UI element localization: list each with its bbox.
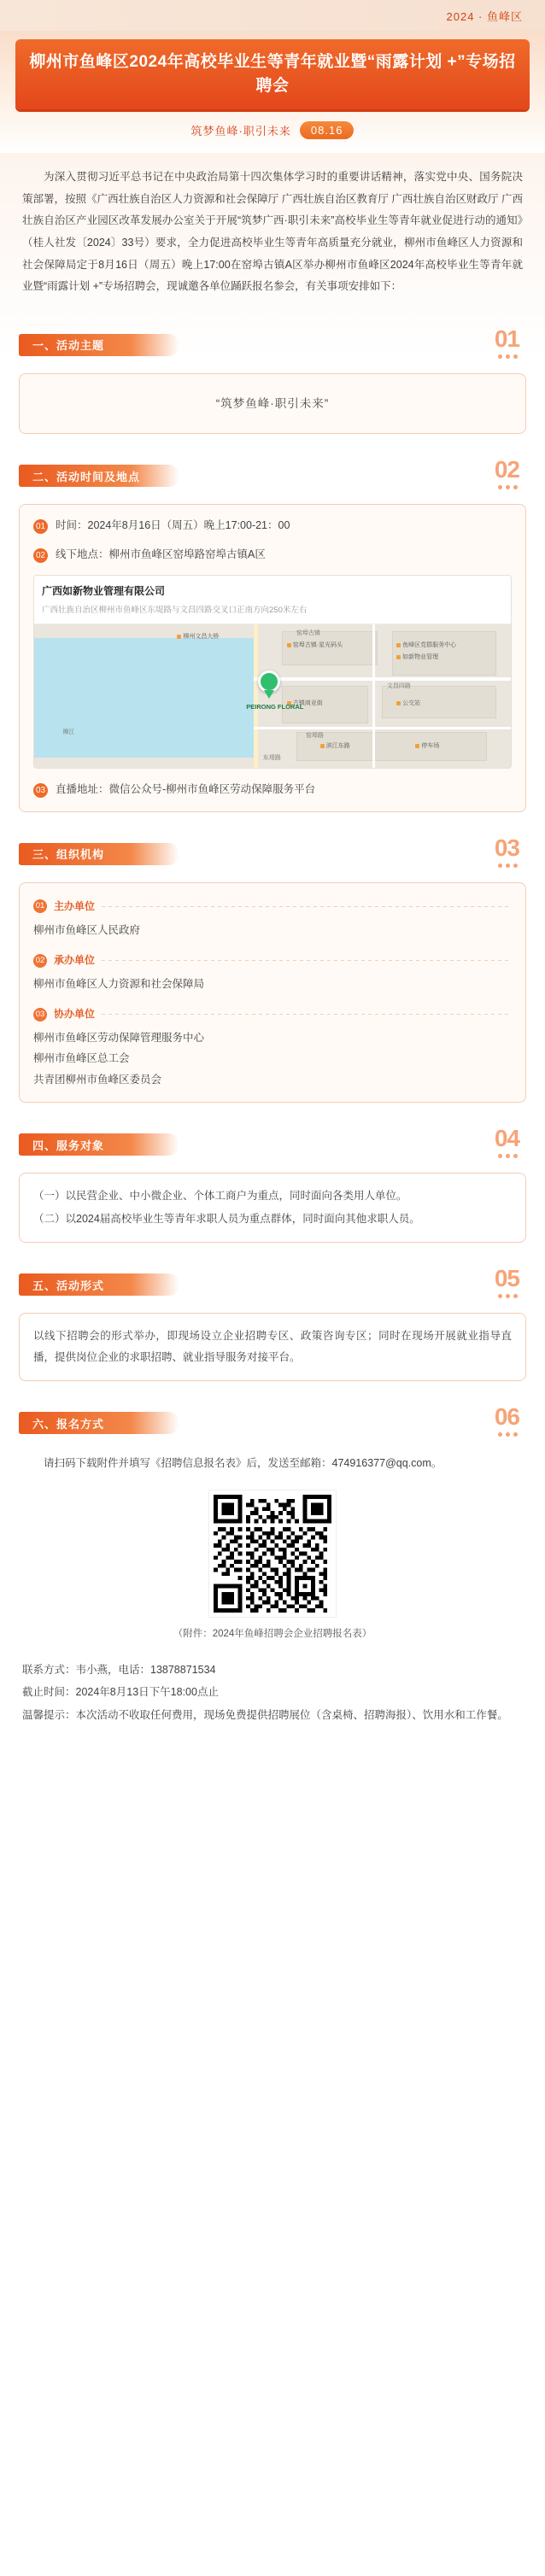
section-number: 02 <box>494 456 519 483</box>
contact-block <box>22 1659 523 1726</box>
map-water <box>34 638 254 758</box>
list-item <box>33 781 512 799</box>
subhead-badge: 01 <box>33 899 47 913</box>
map-location-pin[interactable] <box>246 670 304 711</box>
theme-card <box>19 373 526 435</box>
map-road <box>372 624 375 768</box>
subhead-rule <box>102 906 512 907</box>
section-header-time-place <box>19 456 526 495</box>
contact-notice: 温馨提示：本次活动不收取任何费用，现场免费提供招聘展位（含桌椅、招聘海报）、饮用水和工作餐。 <box>22 1708 508 1721</box>
service-target-card <box>19 1173 526 1243</box>
organizer-subhead <box>33 951 512 970</box>
map-label: 文昌四路 <box>386 683 411 690</box>
section-number: 06 <box>494 1403 519 1431</box>
title-plate <box>15 39 530 109</box>
map-road <box>254 677 511 681</box>
section-title: 三、组织机构 <box>32 848 105 862</box>
subhead-label: 主办单位 <box>54 899 96 912</box>
map-title: 广西如新物业管理有限公司 <box>42 585 166 598</box>
service-target-p1: （一）以民营企业、中小微企业、个体工商户为重点，同时面向各类用人单位。 <box>33 1190 407 1203</box>
item-badge: 02 <box>33 548 48 563</box>
map-poi: 鱼峰区党群服务中心 <box>396 640 456 651</box>
map-label: 窑埠古镇 <box>296 630 320 637</box>
contact-person: 联系方式：韦小燕，电话：13878871534 <box>22 1664 216 1677</box>
organizer-block <box>33 897 512 940</box>
pin-tip-icon <box>264 690 274 699</box>
bottom-spacer <box>0 1726 545 1760</box>
map-label: 柳江 <box>62 729 75 736</box>
subhead-badge: 03 <box>33 1008 47 1022</box>
contact-deadline: 截止时间：2024年8月13日下午18:00点止 <box>22 1686 219 1699</box>
section-number: 01 <box>494 325 519 352</box>
map-road <box>254 624 258 768</box>
section-dots <box>498 485 518 489</box>
section-title: 二、活动时间及地点 <box>32 470 141 483</box>
organizer-line: 柳州市鱼峰区人力资源和社会保障局 <box>33 977 205 990</box>
signup-instructions: 请扫码下载附件并填写《招聘信息报名表》后，发送至邮箱：474916377@qq.com。 <box>44 1457 442 1470</box>
map-poi: 柳州文昌大桥 <box>177 631 219 642</box>
section-dots <box>498 1154 518 1158</box>
banner-date-chip: 08.16 <box>300 121 355 139</box>
map-label: 东堤路 <box>262 755 281 762</box>
section-title: 五、活动形式 <box>32 1279 105 1292</box>
section-bar <box>19 843 179 865</box>
section-bar <box>19 1412 179 1434</box>
organizers-card <box>19 882 526 1103</box>
section-dots <box>498 1294 518 1298</box>
section-dots <box>498 864 518 868</box>
map-poi: 古镇商业街 <box>287 698 323 709</box>
section-dots <box>498 354 518 359</box>
qr-code-image <box>214 1495 331 1613</box>
section-header-organizers <box>19 834 526 874</box>
organizer-subhead <box>33 1004 512 1024</box>
item-badge: 03 <box>33 783 48 798</box>
organizer-line: 柳州市鱼峰区人民政府 <box>33 923 141 936</box>
section-title: 一、活动主题 <box>32 339 105 353</box>
intro-paragraph: 为深入贯彻习近平总书记在中央政治局第十四次集体学习时的重要讲话精神，落实党中央、国务院决策部署，按照《广西壮族自治区人力资源和社会保障厅 广西壮族自治区教育厅 广西壮族自治区财政厅 广西壮族自治区产业园区改革发展办公室关于开展“筑梦广西·职引未来”高校毕业生等青年就业促进行动的通知》（桂人社发〔2024〕33号）要求，全力促进高校毕业生等青年高质量充分就业，柳州市鱼峰区人力资源和社会保障局定于8月16日（周五）晚上17:00在窑埠古镇A区举办柳州市鱼峰区2024年高校毕业生等青年就业暨“雨露计划 +”专场招聘会，现诚邀各单位踊跃报名参会，有关事项安排如下： <box>22 171 523 293</box>
qr-caption: （附件：2024年鱼峰招聘会企业招聘报名表） <box>173 1629 372 1640</box>
section-title: 四、服务对象 <box>32 1139 105 1152</box>
list-item <box>33 546 512 565</box>
map-canvas[interactable] <box>34 624 511 768</box>
subhead-label: 协办单位 <box>54 1008 96 1021</box>
header-banner <box>0 31 545 153</box>
map-poi: 窑埠古镇·星光码头 <box>287 640 343 651</box>
map-subtitle: 广西壮族自治区柳州市鱼峰区东堤路与文昌四路交叉口正南方向250米左右 <box>42 606 308 616</box>
map-poi: 如新物业管理 <box>396 652 438 663</box>
section-bar <box>19 1133 179 1156</box>
activity-form-card <box>19 1313 526 1381</box>
map-header <box>34 576 511 624</box>
section-header-service-target <box>19 1125 526 1164</box>
organizer-subhead <box>33 897 512 916</box>
section-dots <box>498 1432 518 1437</box>
subhead-badge: 02 <box>33 954 47 968</box>
service-target-p2: （二）以2024届高校毕业生等青年求职人员为重点群体，同时面向其他求职人员。 <box>33 1213 420 1226</box>
organizer-block <box>33 951 512 994</box>
item-badge: 01 <box>33 519 48 534</box>
section-number: 05 <box>494 1265 519 1292</box>
section-header-theme <box>19 325 526 365</box>
section-bar <box>19 1273 179 1296</box>
section-number: 04 <box>494 1125 519 1152</box>
map-label: 窑埠路 <box>306 733 325 740</box>
pin-label: PEIRONG FLORAL <box>246 703 304 711</box>
section-header-activity-form <box>19 1265 526 1304</box>
qr-code[interactable] <box>208 1490 337 1618</box>
organizer-line: 柳州市鱼峰区劳动保障管理服务中心 <box>33 1032 205 1045</box>
organizer-line: 柳州市鱼峰区总工会 <box>33 1052 130 1065</box>
banner-subline <box>0 121 545 139</box>
time-place-card <box>19 504 526 811</box>
section-bar <box>19 465 179 487</box>
top-bar <box>0 0 545 31</box>
section-header-signup <box>19 1403 526 1443</box>
item-text: 时间：2024年8月16日（周五）晚上17:00-21：00 <box>56 519 290 532</box>
subhead-label: 承办单位 <box>54 954 96 967</box>
activity-form-p1: 以线下招聘会的形式举办，即现场设立企业招聘专区、政策咨询专区；同时在现场开展就业指导直播，提供岗位企业的求职招聘、就业指导服务对接平台。 <box>33 1330 512 1364</box>
subhead-rule <box>102 1014 512 1015</box>
subhead-rule <box>102 960 512 961</box>
theme-text: “筑梦鱼峰·职引未来” <box>215 396 330 410</box>
venue-map[interactable] <box>33 575 512 769</box>
section-title: 六、报名方式 <box>32 1417 105 1431</box>
map-poi: 停车场 <box>415 741 439 752</box>
organizer-block <box>33 1004 512 1090</box>
banner-slogan: 筑梦鱼峰·职引未来 <box>190 125 291 138</box>
page-title: 柳州市鱼峰区2024年高校毕业生等青年就业暨“雨露计划 +”专场招聘会 <box>29 53 516 95</box>
section-number: 03 <box>494 834 519 861</box>
map-poi: 公交站 <box>396 698 420 709</box>
list-item <box>33 517 512 536</box>
item-text: 直播地址：微信公众号-柳州市鱼峰区劳动保障服务平台 <box>56 783 316 796</box>
section-bar <box>19 334 179 356</box>
item-text: 线下地点：柳州市鱼峰区窑埠路窑埠古镇A区 <box>56 548 266 561</box>
map-poi: 滨江东路 <box>320 741 350 752</box>
top-bar-tag: 2024 · 鱼峰区 <box>446 9 523 23</box>
map-road <box>254 727 511 729</box>
organizer-line: 共青团柳州市鱼峰区委员会 <box>33 1073 162 1086</box>
